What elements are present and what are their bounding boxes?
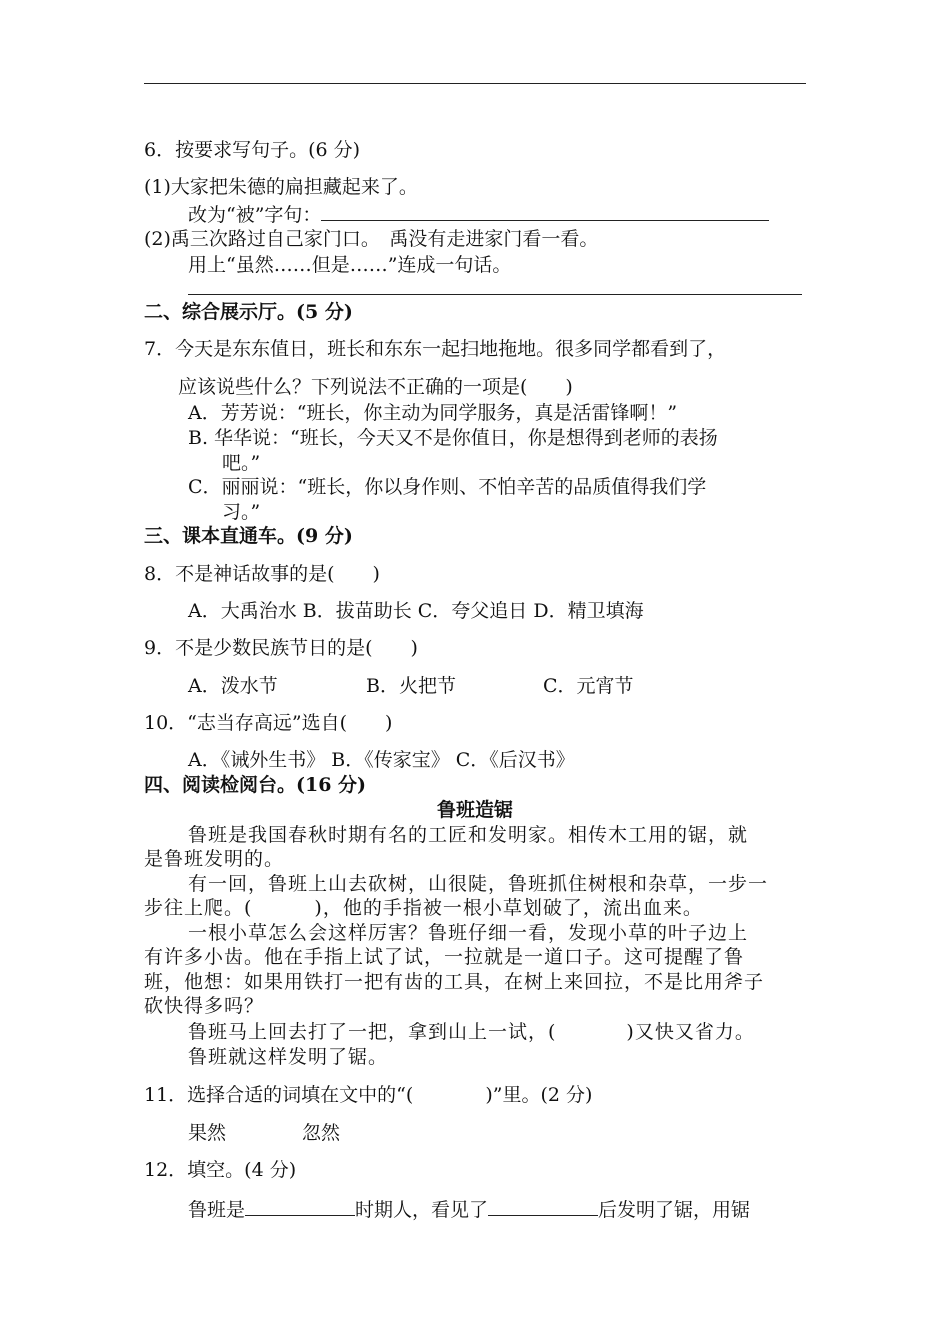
q7-line-1: 7．今天是东东值日，班长和东东一起扫地拖地。很多同学都看到了， — [144, 338, 727, 360]
q6-answer-blank-2[interactable] — [188, 294, 802, 295]
section-4-heading: 四、阅读检阅台。(16 分) — [144, 774, 367, 796]
q11-stem — [144, 1082, 592, 1108]
passage-p1-line-1: 鲁班是我国春秋时期有名的工匠和发明家。相传木工用的锯，就 — [188, 824, 749, 846]
passage-p2-line-1: 有一回，鲁班上山去砍树，山很陡，鲁班抓住树根和杂草，一步一 — [188, 873, 769, 895]
passage-title: 鲁班造锯 — [436, 799, 513, 821]
q10-stem: 10．“志当存高远”选自( ) — [144, 712, 393, 734]
q9-option-b: B．火把节 — [366, 675, 456, 697]
section-3-heading: 三、课本直通车。(9 分) — [144, 525, 353, 547]
q11-word-1: 果然 — [188, 1122, 227, 1144]
q6-task-2: 用上“虽然……但是……”连成一句话。 — [188, 254, 512, 276]
q12-blank-1[interactable] — [245, 1195, 355, 1216]
q7-option-a: A．芳芳说：“班长，你主动为同学服务，真是活雷锋啊！” — [188, 402, 678, 424]
q11-word-2: 忽然 — [302, 1122, 341, 1144]
q12-text-c: 后发明了锯，用锯 — [598, 1199, 751, 1221]
q6-answer-blank-1[interactable] — [321, 200, 769, 221]
passage-p1-line-2: 是鲁班发明的。 — [144, 848, 285, 870]
q7-option-c-line-1: C．丽丽说：“班长，你以身作则、不怕辛苦的品质值得我们学 — [188, 476, 707, 498]
header-rule — [144, 83, 806, 84]
q11-stem-start: 11．选择合适的词填在文中的“( — [144, 1084, 414, 1106]
passage-p3-line-2: 有许多小齿。他在手指上试了试，一拉就是一道口子。这可提醒了鲁 — [144, 946, 745, 968]
q8-stem: 8．不是神话故事的是( ) — [144, 563, 380, 585]
q9-stem: 9．不是少数民族节日的是( ) — [144, 637, 418, 659]
passage-p3-line-4: 砍快得多吗？ — [144, 995, 265, 1017]
q9-option-a: A．泼水节 — [188, 675, 278, 697]
q12-stem: 12．填空。(4 分) — [144, 1159, 297, 1181]
passage-p3-line-1: 一根小草怎么会这样厉害？鲁班仔细一看，发现小草的叶子边上 — [188, 922, 749, 944]
passage-p2-line-2 — [144, 895, 703, 921]
passage-p2-line-2-end: )，他的手指被一根小草划破了，流出血来。 — [314, 897, 703, 919]
q12-text-b: 时期人，看见了 — [355, 1199, 489, 1221]
q6-task-1-label: 改为“被”字句： — [188, 204, 322, 226]
passage-p4-line-2: 鲁班就这样发明了锯。 — [188, 1046, 389, 1068]
q9-option-c: C．元宵节 — [543, 675, 634, 697]
q12-blank-2[interactable] — [488, 1195, 598, 1216]
passage-p4-line-1-end: )又快又省力。 — [626, 1021, 755, 1043]
passage-p4-line-1 — [188, 1019, 755, 1045]
q7-option-b-line-1: B. 华华说：“班长，今天又不是你值日，你是想得到老师的表扬 — [188, 427, 718, 449]
q6-task-1 — [188, 200, 769, 228]
section-2-heading: 二、综合展示厅。(5 分) — [144, 301, 353, 323]
q6-title: 6．按要求写句子。(6 分) — [144, 139, 361, 161]
passage-p3-line-3: 班，他想：如果用铁打一把有齿的工具，在树上来回拉，不是比用斧子 — [144, 971, 765, 993]
q12-text-a: 鲁班是 — [188, 1199, 246, 1221]
q6-sentence-2: (2)禹三次路过自己家门口。 禹没有走进家门看一看。 — [144, 228, 599, 250]
q7-option-b-line-2: 吧。” — [222, 452, 261, 474]
q7-option-c-line-2: 习。” — [222, 501, 261, 523]
q10-options: A．《诫外生书》 B．《传家宝》 C．《后汉书》 — [188, 749, 575, 771]
q6-sentence-1: (1)大家把朱德的扁担藏起来了。 — [144, 176, 418, 198]
passage-p4-line-1-start: 鲁班马上回去打了一把，拿到山上一试，( — [188, 1021, 557, 1043]
q7-line-2: 应该说些什么？下列说法不正确的一项是( ) — [178, 376, 573, 398]
q12-line-1 — [188, 1195, 750, 1223]
passage-p2-line-2-start: 步往上爬。( — [144, 897, 253, 919]
q8-options: A．大禹治水 B．拔苗助长 C．夸父追日 D．精卫填海 — [188, 600, 644, 622]
q11-stem-end: )”里。(2 分) — [485, 1084, 593, 1106]
